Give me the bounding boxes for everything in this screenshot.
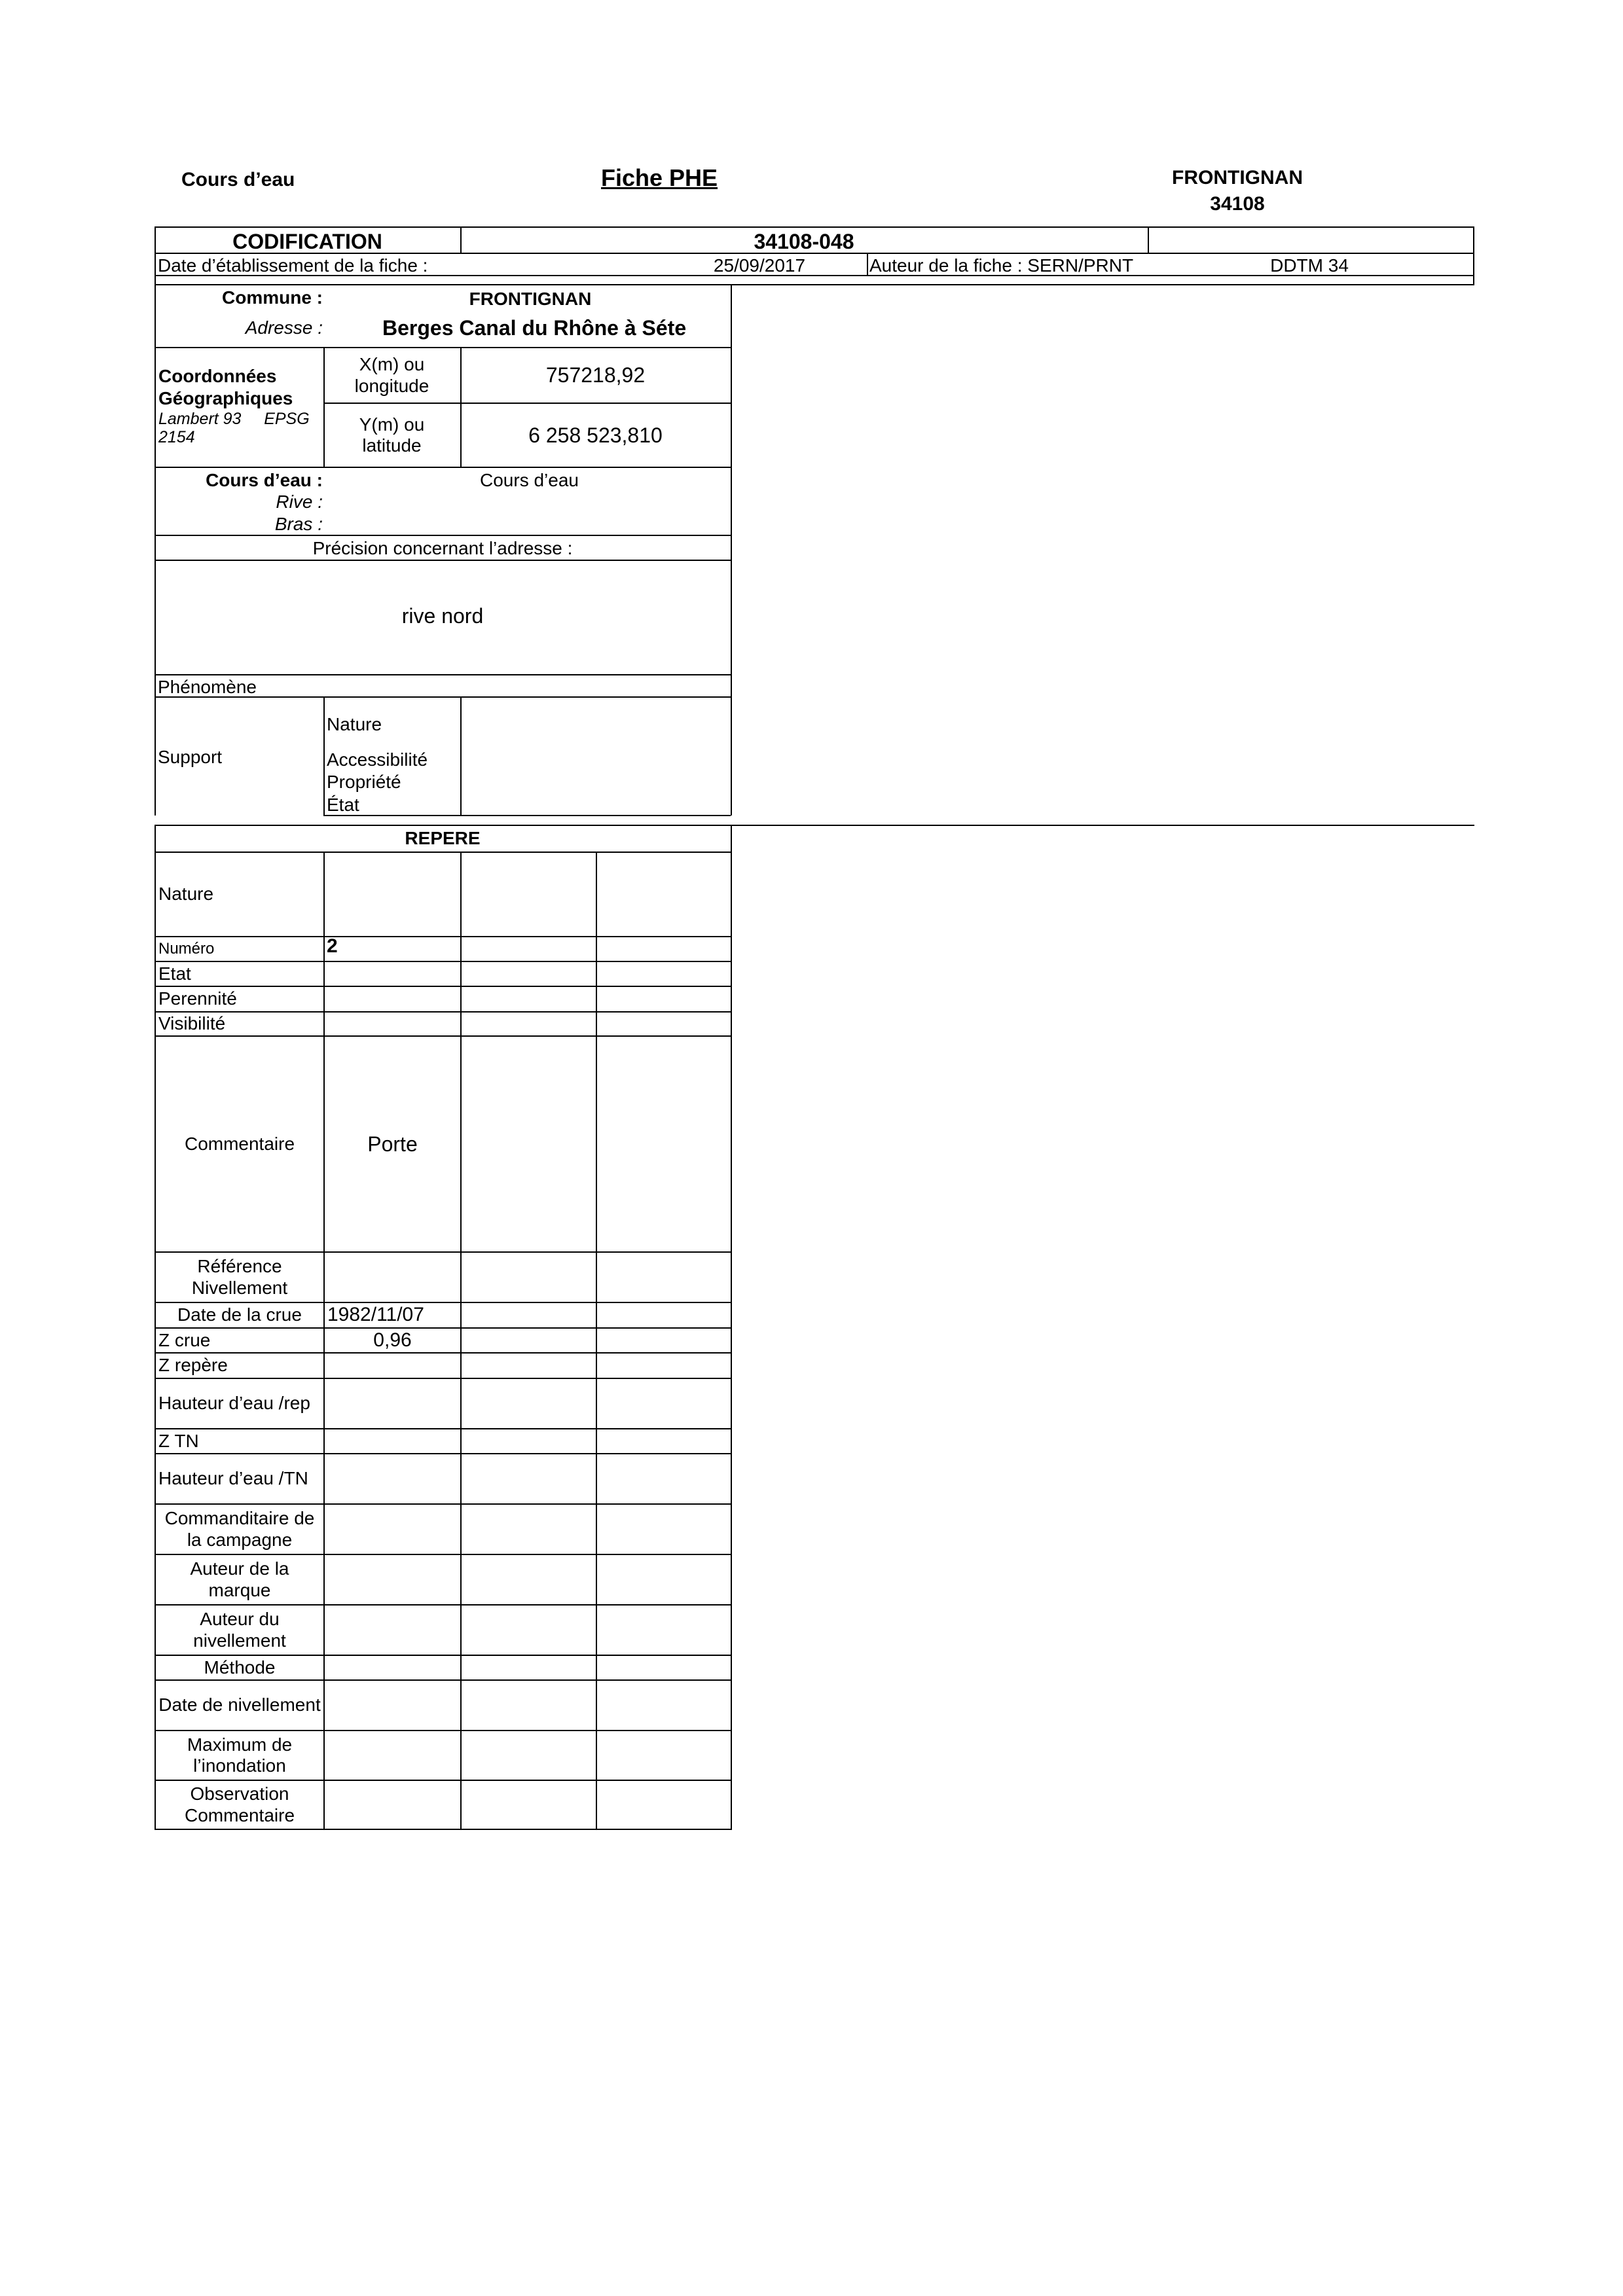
repere-label-auteur-marque: Auteur de la marque: [190, 1558, 289, 1600]
commune-code: 34108: [1210, 193, 1265, 215]
repere-label-auteur-nivellement: Auteur du nivellement: [193, 1609, 286, 1651]
page-title: Fiche PHE: [601, 164, 718, 191]
x-value: 757218,92: [545, 363, 646, 387]
codification-value: 34108-048: [754, 230, 854, 253]
repere-value-numero: 2: [327, 935, 338, 957]
precision-value: rive nord: [401, 604, 484, 628]
commune-value: FRONTIGNAN: [469, 289, 592, 309]
precision-label: Précision concernant l’adresse :: [312, 538, 573, 558]
author-label: Auteur de la fiche : SERN/PRNT: [869, 255, 1134, 276]
x-label-line1: X(m) ou: [359, 354, 425, 375]
x-label-line2: longitude: [354, 375, 429, 396]
date-value: 25/09/2017: [713, 255, 806, 276]
repere-value-date-crue: 1982/11/07: [327, 1304, 424, 1326]
repere-label-z-crue: Z crue: [158, 1329, 211, 1350]
support-nature: Nature: [327, 714, 382, 734]
support-label: Support: [158, 747, 223, 767]
repere-value-z-crue: 0,96: [373, 1329, 412, 1351]
repere-value-nature: [325, 853, 460, 936]
support-accessibilite: Accessibilité: [327, 749, 428, 770]
repere-label-date-nivellement: Date de nivellement: [158, 1695, 321, 1715]
repere-label-nature: Nature: [158, 884, 214, 905]
repere-label-methode: Méthode: [204, 1657, 276, 1677]
repere-label-maximum-inondation: Maximum de l’inondation: [187, 1734, 293, 1776]
codification-label: CODIFICATION: [232, 230, 382, 253]
repere-label-reference-nivellement: Référence Nivellement: [191, 1256, 288, 1298]
cours-label: Cours d’eau :: [206, 470, 323, 490]
repere-label-visibilite: Visibilité: [158, 1013, 226, 1034]
repere-label-z-repere: Z repère: [158, 1355, 228, 1376]
coord-label-2: Géographiques: [158, 388, 293, 408]
y-value: 6 258 523,810: [528, 423, 663, 447]
repere-label-hauteur-rep: Hauteur d’eau /rep: [158, 1393, 310, 1414]
repere-label-z-tn: Z TN: [158, 1430, 199, 1451]
repere-label-hauteur-tn: Hauteur d’eau /TN: [158, 1468, 308, 1489]
commune-name: FRONTIGNAN: [1172, 167, 1303, 188]
coord-system-2: 2154: [158, 428, 195, 446]
adresse-label: Adresse :: [245, 317, 323, 338]
repere-label-observation: Observation Commentaire: [184, 1784, 295, 1825]
x-label: [323, 348, 460, 403]
repere-value-commentaire: Porte: [367, 1132, 418, 1156]
y-label: [323, 404, 460, 467]
repere-label-perennite: Perennité: [158, 988, 237, 1009]
repere-label-numero: Numéro: [158, 940, 215, 958]
support-propriete: Propriété: [327, 772, 401, 792]
cours-value: Cours d’eau: [480, 470, 579, 490]
y-label-line1: Y(m) ou: [359, 414, 425, 435]
commune-label: Commune :: [222, 287, 323, 308]
service-label: DDTM 34: [1270, 255, 1349, 276]
header-commune: [1152, 165, 1322, 217]
date-label: Date d’établissement de la fiche :: [158, 255, 428, 276]
repere-label-commanditaire: Commanditaire de la campagne: [164, 1508, 315, 1550]
bras-label: Bras :: [274, 514, 323, 534]
repere-title: REPERE: [405, 828, 481, 848]
support-etat: État: [327, 795, 359, 815]
repere-label-commentaire: Commentaire: [184, 1133, 295, 1154]
phenomene-label: Phénomène: [158, 677, 257, 697]
repere-label-etat: Etat: [158, 963, 191, 984]
repere-label-date-crue: Date de la crue: [177, 1304, 302, 1325]
coord-system-1: Lambert 93 EPSG: [158, 410, 310, 428]
rive-label: Rive :: [276, 492, 323, 512]
y-label-line2: latitude: [362, 435, 422, 456]
adresse-value: Berges Canal du Rhône à Séte: [382, 316, 687, 340]
coord-label-1: Coordonnées: [158, 366, 277, 386]
header-left: Cours d’eau: [181, 169, 295, 190]
